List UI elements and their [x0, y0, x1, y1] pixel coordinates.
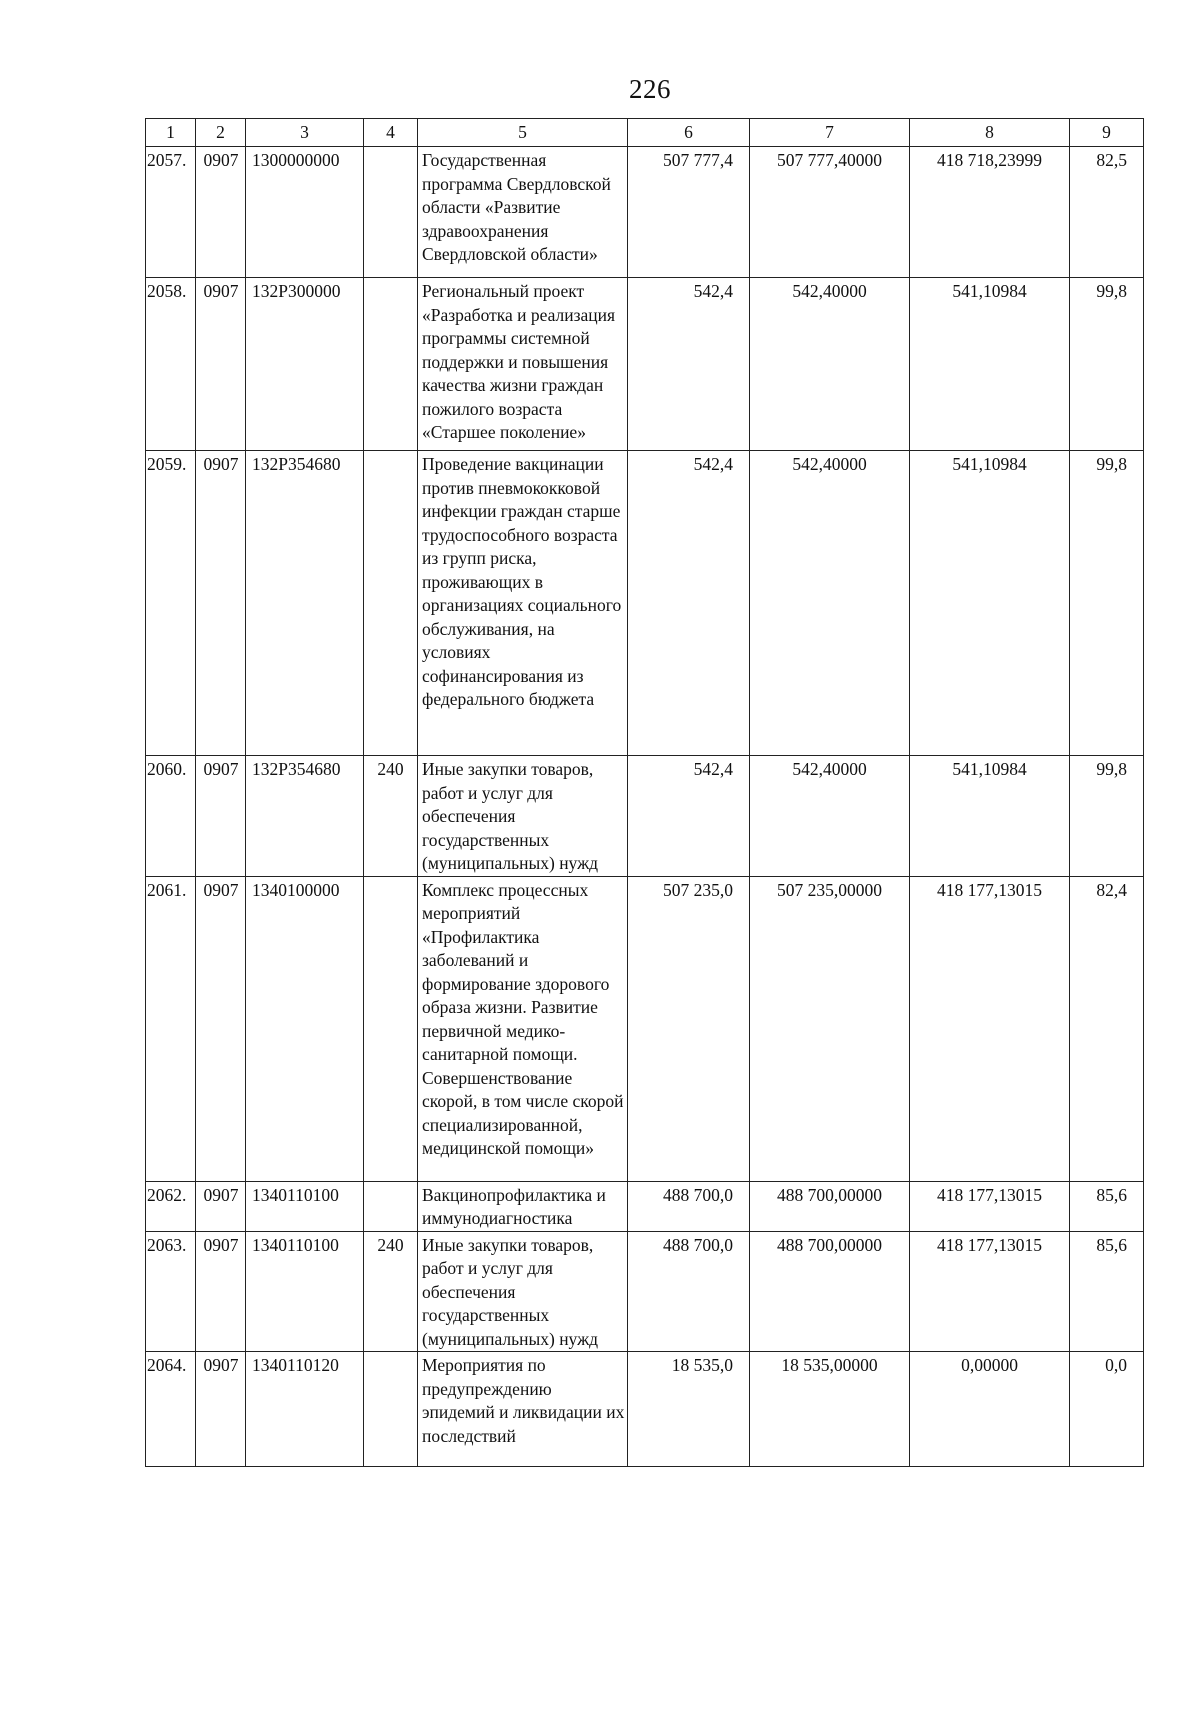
- amount-col6: 488 700,0: [628, 1181, 750, 1231]
- row-number: 2063.: [146, 1231, 196, 1352]
- column-header: 9: [1070, 119, 1144, 147]
- column-header: 1: [146, 119, 196, 147]
- table-row: [146, 1352, 1144, 1467]
- amount-col7: 542,40000: [750, 278, 910, 451]
- item-name: Региональный проект «Разработка и реализация программы системной поддержки и повышения качества жизни граждан пожилого возраста «Старшее поколение»: [418, 278, 628, 451]
- amount-col7: 507 235,00000: [750, 876, 910, 1181]
- amount-col7: 18 535,00000: [750, 1352, 910, 1467]
- percent-col9: 82,5: [1070, 147, 1144, 278]
- amount-col6: 542,4: [628, 278, 750, 451]
- amount-col8: 541,10984: [910, 451, 1070, 756]
- row-number: 2057.: [146, 147, 196, 278]
- column-header: 8: [910, 119, 1070, 147]
- target-code: 132Р300000: [246, 278, 364, 451]
- header-row: [146, 119, 1144, 147]
- section-code: 0907: [196, 1231, 246, 1352]
- target-code: 1340110100: [246, 1181, 364, 1231]
- percent-col9: 99,8: [1070, 756, 1144, 877]
- percent-col9: 85,6: [1070, 1181, 1144, 1231]
- amount-col8: 0,00000: [910, 1352, 1070, 1467]
- amount-col6: 542,4: [628, 756, 750, 877]
- expense-type-code: [364, 876, 418, 1181]
- expense-type-code: 240: [364, 1231, 418, 1352]
- column-header: 2: [196, 119, 246, 147]
- item-name: Вакцинопрофилактика и иммунодиагностика: [418, 1181, 628, 1231]
- item-name: Иные закупки товаров, работ и услуг для обеспечения государственных (муниципальных) нужд: [418, 1231, 628, 1352]
- table-row: [146, 147, 1144, 278]
- expense-type-code: [364, 451, 418, 756]
- percent-col9: 0,0: [1070, 1352, 1144, 1467]
- amount-col6: 507 777,4: [628, 147, 750, 278]
- amount-col6: 488 700,0: [628, 1231, 750, 1352]
- amount-col6: 507 235,0: [628, 876, 750, 1181]
- amount-col7: 542,40000: [750, 451, 910, 756]
- section-code: 0907: [196, 1352, 246, 1467]
- row-number: 2064.: [146, 1352, 196, 1467]
- amount-col8: 418 177,13015: [910, 1181, 1070, 1231]
- section-code: 0907: [196, 756, 246, 877]
- row-number: 2062.: [146, 1181, 196, 1231]
- amount-col7: 488 700,00000: [750, 1231, 910, 1352]
- expense-type-code: [364, 278, 418, 451]
- row-number: 2060.: [146, 756, 196, 877]
- item-name: Государственная программа Свердловской области «Развитие здравоохранения Свердловской области»: [418, 147, 628, 278]
- target-code: 1300000000: [246, 147, 364, 278]
- expense-type-code: [364, 147, 418, 278]
- target-code: 132Р354680: [246, 451, 364, 756]
- table-row: [146, 1181, 1144, 1231]
- percent-col9: 99,8: [1070, 278, 1144, 451]
- section-code: 0907: [196, 876, 246, 1181]
- target-code: 132Р354680: [246, 756, 364, 877]
- page-number: 226: [629, 74, 671, 104]
- expense-type-code: [364, 1352, 418, 1467]
- section-code: 0907: [196, 1181, 246, 1231]
- percent-col9: 85,6: [1070, 1231, 1144, 1352]
- amount-col8: 541,10984: [910, 278, 1070, 451]
- percent-col9: 82,4: [1070, 876, 1144, 1181]
- section-code: 0907: [196, 451, 246, 756]
- column-header: 6: [628, 119, 750, 147]
- percent-col9: 99,8: [1070, 451, 1144, 756]
- row-number: 2058.: [146, 278, 196, 451]
- column-header: 7: [750, 119, 910, 147]
- target-code: 1340110100: [246, 1231, 364, 1352]
- amount-col7: 488 700,00000: [750, 1181, 910, 1231]
- expense-type-code: [364, 1181, 418, 1231]
- column-header: 5: [418, 119, 628, 147]
- item-name: Иные закупки товаров, работ и услуг для обеспечения государственных (муниципальных) нужд: [418, 756, 628, 877]
- column-header: 4: [364, 119, 418, 147]
- row-number: 2061.: [146, 876, 196, 1181]
- amount-col7: 542,40000: [750, 756, 910, 877]
- table-row: [146, 1231, 1144, 1352]
- amount-col8: 418 718,23999: [910, 147, 1070, 278]
- amount-col6: 542,4: [628, 451, 750, 756]
- amount-col8: 418 177,13015: [910, 1231, 1070, 1352]
- budget-table: [145, 118, 1144, 1467]
- table-row: [146, 451, 1144, 756]
- section-code: 0907: [196, 147, 246, 278]
- amount-col7: 507 777,40000: [750, 147, 910, 278]
- table-row: [146, 876, 1144, 1181]
- target-code: 1340100000: [246, 876, 364, 1181]
- table-row: [146, 756, 1144, 877]
- table-row: [146, 278, 1144, 451]
- amount-col8: 541,10984: [910, 756, 1070, 877]
- section-code: 0907: [196, 278, 246, 451]
- item-name: Мероприятия по предупреждению эпидемий и ликвидации их последствий: [418, 1352, 628, 1467]
- column-header: 3: [246, 119, 364, 147]
- target-code: 1340110120: [246, 1352, 364, 1467]
- expense-type-code: 240: [364, 756, 418, 877]
- row-number: 2059.: [146, 451, 196, 756]
- item-name: Проведение вакцинации против пневмококковой инфекции граждан старше трудоспособного возраста из групп риска, проживающих в организациях социального обслуживания, на условиях софинансирования из федерального бюджета: [418, 451, 628, 756]
- amount-col8: 418 177,13015: [910, 876, 1070, 1181]
- amount-col6: 18 535,0: [628, 1352, 750, 1467]
- item-name: Комплекс процессных мероприятий «Профилактика заболеваний и формирование здорового образа жизни. Развитие первичной медико-санитарной помощи. Совершенствование скорой, в том числе скорой специализированной, медицинской помощи»: [418, 876, 628, 1181]
